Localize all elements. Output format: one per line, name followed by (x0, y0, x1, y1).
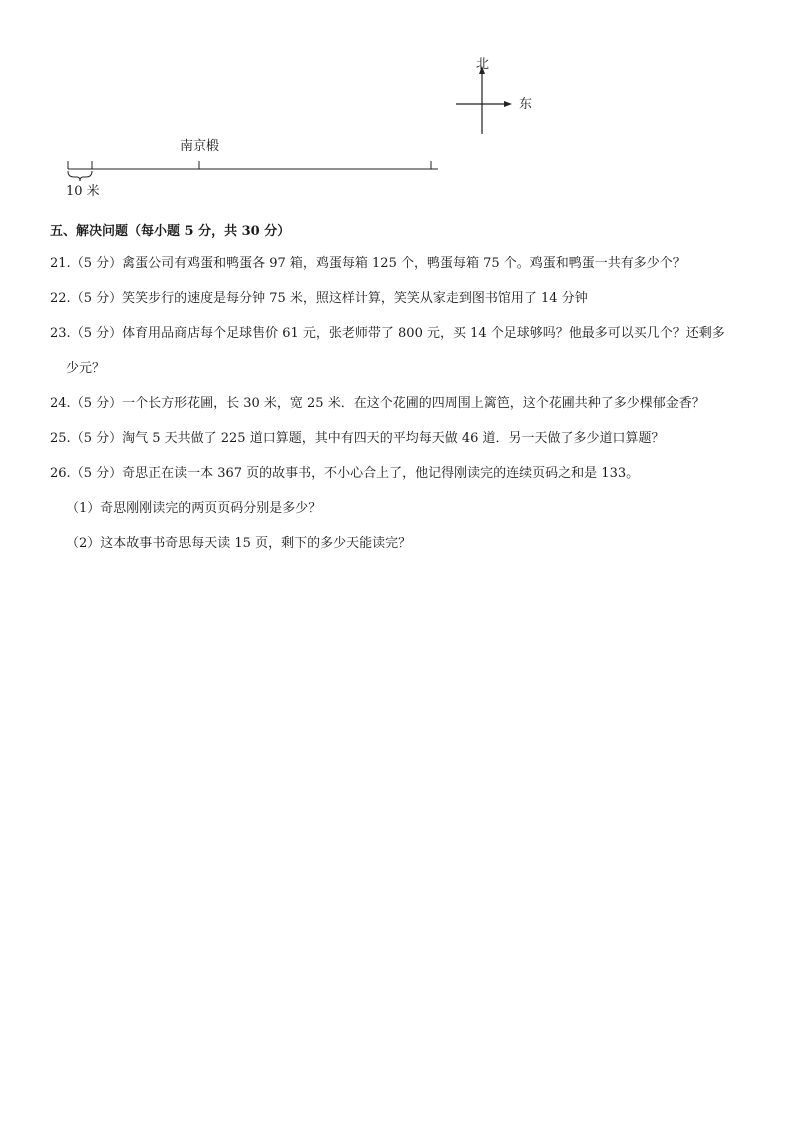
question-22 (50, 291, 588, 307)
question-24 (50, 396, 705, 412)
question-26-sub-1: （1）奇思刚刚读完的两页页码分别是多少？ (66, 501, 322, 516)
question-number: 24. (50, 396, 71, 411)
question-21 (50, 256, 686, 272)
question-points: （5 分） (70, 326, 123, 341)
landmark-label: 南京椴 (180, 139, 220, 154)
question-number: 25. (50, 431, 71, 446)
question-number: 23. (50, 326, 71, 341)
question-number: 22. (50, 291, 71, 306)
question-points: （5 分） (70, 466, 123, 481)
question-number: 26. (50, 466, 71, 481)
question-26 (50, 466, 639, 482)
question-26-sub-2: （2）这本故事书奇思每天读 15 页，剩下的多少天能读完？ (66, 536, 412, 551)
question-points: （5 分） (70, 431, 123, 446)
question-points: （5 分） (70, 291, 123, 306)
east-arrowhead (504, 101, 512, 107)
compass-east-label: 东 (519, 97, 533, 112)
question-text: 体育用品商店每个足球售价 61 元，张老师带了 800 元，买 14 个足球够吗？他最多可以买几个？还剩多 (122, 326, 725, 341)
question-text: 一个长方形花圃，长 30 米，宽 25 米．在这个花圃的四周围上篱笆，这个花圃共种了多少棵郁金香？ (122, 396, 705, 411)
question-text: 笑笑步行的速度是每分钟 75 米，照这样计算，笑笑从家走到图书馆用了 14 分钟 (122, 291, 588, 306)
question-23 (50, 326, 725, 342)
question-text: 淘气 5 天共做了 225 道口算题，其中有四天的平均每天做 46 道．另一天做了多少道口算题？ (122, 431, 665, 446)
question-points: （5 分） (70, 256, 123, 271)
compass-north-label: 北 (476, 57, 490, 72)
question-text: 奇思正在读一本 367 页的故事书，不小心合上了，他记得刚读完的连续页码之和是 133。 (122, 466, 640, 481)
question-points: （5 分） (70, 396, 123, 411)
question-25 (50, 431, 665, 447)
map-scale-line (60, 156, 450, 184)
scale-label: 10 米 (66, 184, 100, 199)
question-23-continuation: 少元？ (66, 361, 106, 376)
question-text: 禽蛋公司有鸡蛋和鸭蛋各 97 箱，鸡蛋每箱 125 个，鸭蛋每箱 75 个。鸡蛋和鸭蛋一共有多少个？ (122, 256, 686, 271)
section-title: 五、解决问题（每小题 5 分，共 30 分） (50, 224, 291, 239)
question-number: 21. (50, 256, 71, 271)
scale-brace (68, 171, 92, 181)
